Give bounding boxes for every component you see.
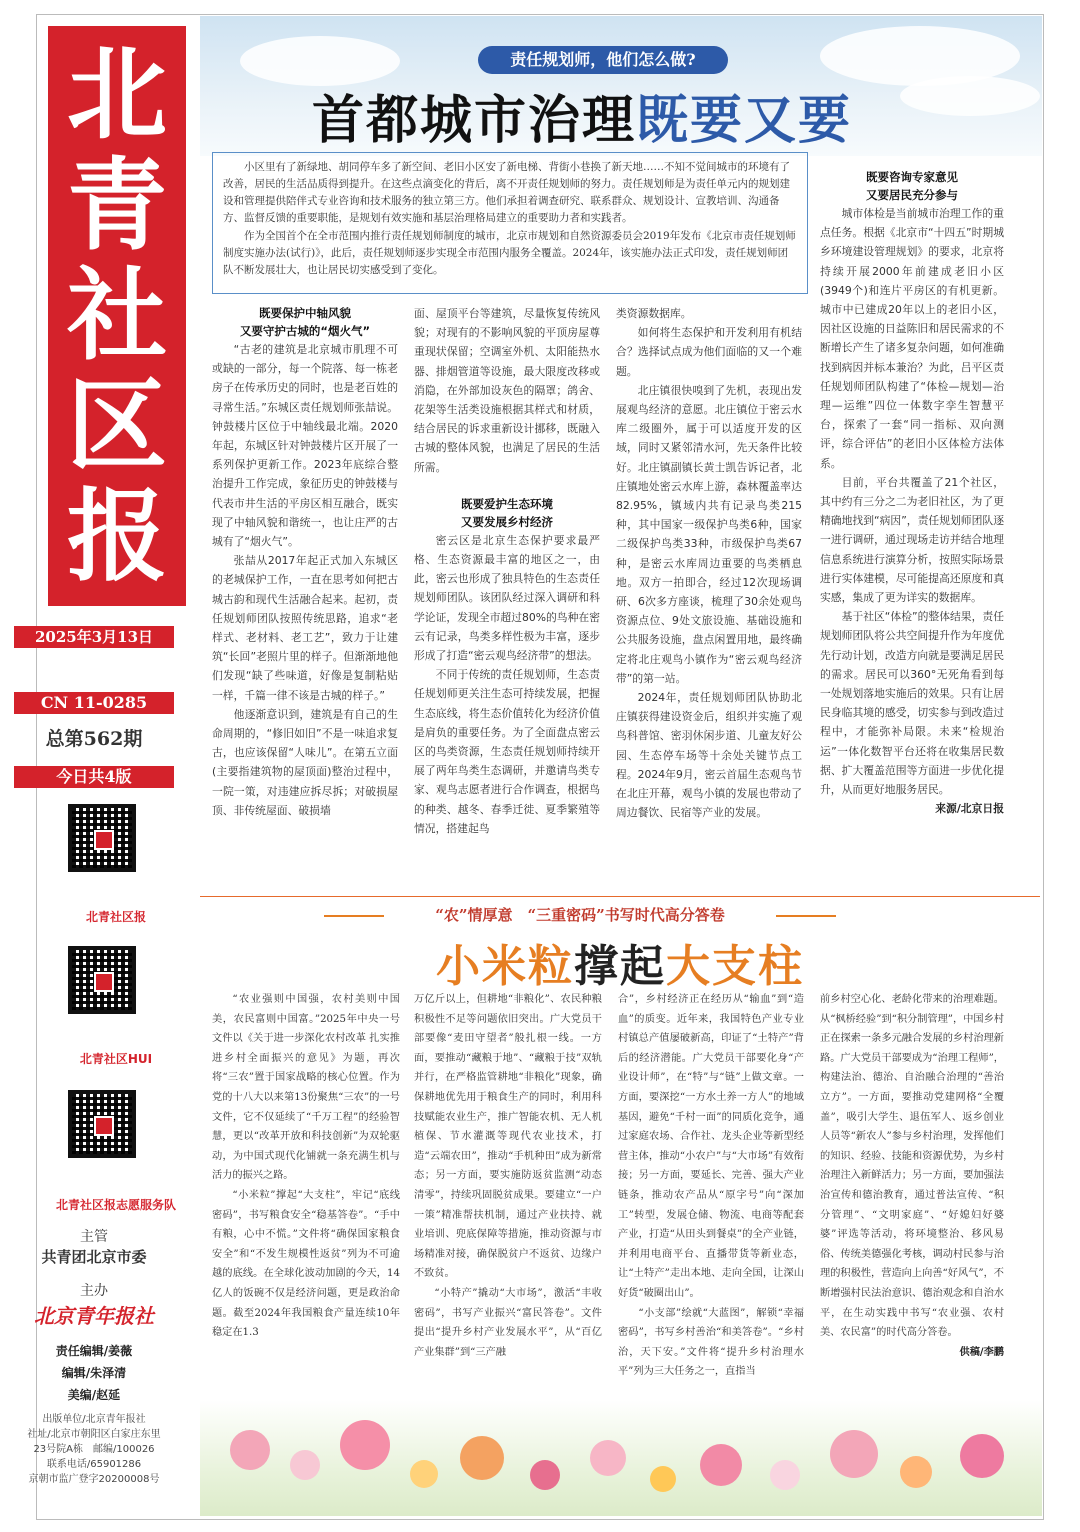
section-title: 又要守护古城的“烟火气” bbox=[239, 324, 371, 338]
host-publisher: 北京青年报社 bbox=[34, 1304, 154, 1328]
paragraph: 目前，平台共覆盖了21个社区，其中约有三分之二为老旧社区，为了更精确地找到“病因”，责任规划师团队逐一进行调研，通过现场走访并结合地理信息系统进行演算分析，按照实际场景进行实体建模，尽可能提高还原度和真实感，集成了更为详实的数据库。 bbox=[820, 475, 1004, 605]
masthead bbox=[48, 26, 186, 606]
article1-source: 来源/北京日报 bbox=[935, 802, 1004, 816]
section-title: 既要爱护生态环境 bbox=[461, 496, 553, 511]
paragraph: 合”，乡村经济正在经历从“输血”到“造血”的质变。近年来，我国特色产业专业村镇总产值屡破新高，印证了“土特产”背后的经济潜能。广大党员干部要化身“产业设计师”，在“特”与“链”上做文章。一方面，要深挖“一方水土养一方人”的地域基因，避免“千村一面”的同质化竞争，通过家庭农场、合作社、龙头企业等新型经营主体，推动“小农户”与“大市场”有效衔接；另一方面，要延长、完善、强大产业链条，推动农产品从“原字号”向“深加工”转型，发展仓储、物流、电商等配套产业，打造“从田头到餐桌”的全产业链，并利用电商平台、直播带货等新业态，让“土特产”走出本地、走向全国，让深山好货“破圈出山”。 bbox=[618, 994, 804, 1299]
paragraph: 密云区是北京生态保护要求最严格、生态资源最丰富的地区之一，由此，密云也形成了独具特色的生态责任规划师团队。该团队经过深入调研和科学论证，发现全市超过80%的鸟种在密云有记录，鸟类多样性极为丰富，逐步形成了打造“密云观鸟经济带”的想法。 bbox=[414, 533, 600, 663]
article2-headline bbox=[430, 930, 810, 994]
publisher-info-line: 联系电话/65901286 bbox=[46, 1459, 142, 1470]
masthead-char: 北 bbox=[67, 36, 167, 154]
sponsor: 共青团北京市委 bbox=[41, 1248, 147, 1266]
article1-column-4 bbox=[820, 168, 1004, 884]
qr-label: 北青社区HUI bbox=[79, 1052, 153, 1066]
paragraph: 面、屋顶平台等建筑，尽量恢复传统风貌；对现有的不影响风貌的平顶房屋尊重现状保留；空调室外机、太阳能热水器、排烟管道等设施，最大限度改移或消隐，在外部加设灰色的隔罩；鸽舍、花架等生活类设施根据其样式和材质，结合居民的诉求重新设计挪移，既融入古城的整体风貌，也满足了居民的生活所需。 bbox=[414, 307, 600, 474]
article1-column-3 bbox=[616, 304, 802, 888]
paragraph: 类资源数据库。 bbox=[616, 307, 692, 320]
paragraph: “农业强则中国强，农村美则中国美，农民富则中国富。”2025年中央一号文件以《关于进一步深化农村改革 扎实推进乡村全面振兴的意见》为题，再次将“三农”置于国家战略的核心位置。作为党的十八大以来第13份聚焦“三农”的一号文件，它不仅延续了“千万工程”的经验智慧，更以“改革开放和科技创新”为双轮驱动，为中国式现代化铺就一条充满生机与活力的振兴之路。 bbox=[212, 994, 400, 1182]
masthead-char: 区 bbox=[67, 367, 167, 485]
masthead-char: 报 bbox=[67, 477, 167, 595]
qr-label: 北青社区报志愿服务队 bbox=[55, 1198, 176, 1212]
cn-number: CN 11-0285 bbox=[14, 692, 174, 714]
paragraph: “小支部”绘就“大蓝图”，解锁“幸福密码”，书写乡村善治“和美答卷”。“乡村治，天下安。”文件将“提升乡村治理水平”列为三大任务之一，直指当 bbox=[618, 1307, 804, 1378]
staff-list bbox=[14, 1340, 174, 1406]
headline-part: 大支柱 bbox=[666, 941, 804, 992]
article2-byline: 供稿/李鹏 bbox=[959, 1345, 1004, 1358]
article1-column-1 bbox=[212, 304, 398, 888]
publisher-info bbox=[14, 1412, 174, 1487]
paragraph: 张喆从2017年起正式加入东城区的老城保护工作，一直在思考如何把古城古韵和现代生活融合起来。起初，责任规划师团队按照传统思路，追求“老样式、老材料、老工艺”，致力于让建筑“长回”老照片里的样子。但渐渐地他们发现“缺了些味道，好像是复制粘贴一样，千篇一律不该是古城的样子。” bbox=[212, 554, 398, 702]
paragraph: 2024年，责任规划师团队协助北庄镇获得建设资金后，组织并实施了观鸟科普馆、密羽休闲步道、儿童友好公园、生态停车场等十余处关键节点工程。2024年9月，密云首届生态观鸟节在北庄开幕，观鸟小镇的发展也带动了周边餐饮、民宿等产业的发展。 bbox=[616, 691, 802, 820]
article2-column-2 bbox=[414, 990, 602, 1386]
qr-code-icon[interactable] bbox=[68, 804, 136, 872]
paragraph: “小米粒”撑起“大支柱”，牢记“底线密码”，书写粮食安全“稳基答卷”。“手中有粮，心中不慌。”文件将“确保国家粮食安全”和“不发生规模性返贫”列为不可逾越的底线。在全球化波动加剧的今天，14亿人的饭碗不仅是经济问题，更是政治命题。截至2024年我国粮食产量连续10年稳定在1.3 bbox=[212, 1189, 400, 1339]
publisher-info-line: 京朝市监广登字20200008号 bbox=[28, 1474, 160, 1485]
publisher-info-line: 23号院A栋 邮编/100026 bbox=[33, 1444, 155, 1455]
section-divider bbox=[200, 896, 1040, 897]
headline-part: 首都城市治理 bbox=[312, 90, 637, 151]
paragraph: 他逐渐意识到，建筑是有自己的生命周期的，“修旧如旧”不是一味追求复古，也应该保留“人味儿”。在第五立面(主要指建筑物的屋顶面)整治过程中，一院一策，对违建应拆尽拆；对破损屋顶、非传统屋面、破损墙 bbox=[212, 707, 398, 817]
paragraph: 基于社区“体检”的整体结果，责任规划师团队将公共空间提升作为年度优先行动计划，改造方向就是要满足居民的需求。居民可以360°无死角看到每一处规划落地实施后的效果。只有让居民身临其境的感受，切实参与到改造过程中，才能弥补局限。未来“检规治运”一体化数智平台还将在收集居民数据、扩大覆盖范围等方面进一步优化提升，从而更好地服务居民。 bbox=[820, 610, 1004, 797]
page-count: 今日共4版 bbox=[14, 766, 174, 788]
paragraph: 前乡村空心化、老龄化带来的治理难题。从“枫桥经验”到“积分制管理”，中国乡村正在探索一条多元融合发展的乡村治理新路。广大党员干部要成为“治理工程师”，构建法治、德治、自治融合治理的“善治立方”。一方面，要推动党建网格“全覆盖”，吸引大学生、退伍军人、返乡创业人员等“新农人”参与乡村治理，发挥他们的知识、经验、技能和资源优势，为乡村治理注入新鲜活力；另一方面，要加强法治宣传和德治教育，通过普法宣传、“积分管理”、“文明家庭”、“好媳妇好婆婆”评选等活动，将环境整治、移风易俗、传统美德强化考核，调动村民参与治理的积极性，营造向上向善“好风气”，不断增强村民法治意识、德治观念和自治水平，在生动实践中书写“农业强、农村美、农民富”的时代高分答卷。 bbox=[820, 994, 1004, 1339]
sponsor-label: 主管 bbox=[80, 1229, 108, 1245]
paragraph: 城市体检是当前城市治理工作的重点任务。根据《北京市“十四五”时期城乡环境建设管理规划》的要求，北京将持续开展2000年前建成老旧小区(3949个)和连片平房区的有机更新。城市中已建成20年以上的老旧小区，因社区设施的日益陈旧和居民需求的不断增长产生了诸多复杂问题，如何准确找到病因并标本兼治？为此，吕平区责任规划师团队构建了“体检—规划—治理—运维”四位一体数字孪生智慧平台，探索了一套“同一指标、双向测评，综合评估”的老旧小区体检方法体系。 bbox=[820, 207, 1004, 470]
headline-part: 撑起 bbox=[574, 941, 666, 992]
paragraph: 不同于传统的责任规划师，生态责任规划师更关注生态可持续发展，把握生态底线，将生态价值转化为经济价值是肩负的重要任务。为了全面盘点密云区的鸟类资源，生态责任规划师持续开展了两年鸟类生态调研，并邀请鸟类专家、观鸟志愿者进行合作调查，根据鸟的种类、越冬、春季迁徙、夏季繁殖等情况，搭建起鸟 bbox=[414, 668, 600, 835]
qr-label: 北青社区报 bbox=[85, 910, 146, 924]
host-block bbox=[14, 1280, 174, 1329]
paragraph: “古老的建筑是北京城市肌理不可或缺的一部分，每一个院落、每一栋老房子在传承历史的同时，也是老百姓的寻常生活。”东城区责任规划师张喆说。钟鼓楼片区位于中轴线最北端。2020年起，东城区针对钟鼓楼片区开展了一系列保护更新工作。2023年底综合整治提升工作完成，象征历史的钟鼓楼与代表市井生活的平房区相互融合，既实现了中轴风貌和谐统一，也让庄严的古城有了“烟火气”。 bbox=[212, 343, 398, 549]
article1-intro bbox=[212, 152, 808, 294]
staff-item: 编辑/朱泽清 bbox=[61, 1366, 127, 1380]
article1-column-2 bbox=[414, 304, 600, 888]
headline-part: 小米粒 bbox=[436, 941, 574, 992]
article2-column-3 bbox=[618, 990, 804, 1386]
intro-paragraph: 作为全国首个在全市范围内推行责任规划师制度的城市，北京市规划和自然资源委员会2019年发布《北京市责任规划师制度实施办法(试行)》，此后，责任规划师逐步实现全市范围内服务全覆盖。2024年，该实施办法正式印发，责任规划师团队不断发展壮大，也让居民切实感受到了变化。 bbox=[223, 230, 796, 276]
section-title: 既要保护中轴风貌 bbox=[259, 306, 351, 320]
section-title: 又要居民充分参与 bbox=[866, 188, 958, 202]
article2-column-1 bbox=[212, 990, 400, 1386]
paragraph: “小特产”撬动“大市场”，激活“丰收密码”，书写产业振兴“富民答卷”。文件提出“提升乡村产业发展水平”，从“百亿产业集群”到“三产融 bbox=[414, 1287, 602, 1358]
paragraph: 如何将生态保护和开发利用有机结合？选择试点成为他们面临的又一个难题。 bbox=[616, 326, 802, 378]
section-title: 又要发展乡村经济 bbox=[461, 514, 553, 529]
publisher-info-line: 社址/北京市朝阳区白家庄东里 bbox=[27, 1429, 161, 1440]
masthead-char: 社 bbox=[67, 256, 167, 374]
host-label: 主办 bbox=[80, 1283, 108, 1299]
staff-item: 责任编辑/姜薇 bbox=[55, 1344, 133, 1358]
flower-decoration bbox=[200, 1340, 1042, 1516]
article2-kicker: “农”情厚意 “三重密码”书写时代高分答卷 bbox=[390, 904, 770, 926]
staff-item: 美编/赵延 bbox=[67, 1388, 121, 1402]
masthead-char: 青 bbox=[67, 146, 167, 264]
issue-date: 2025年3月13日 bbox=[14, 626, 174, 648]
paragraph: 万亿斤以上，但耕地“非粮化”、农民种粮积极性不足等问题依旧突出。广大党员干部要像“麦田守望者”般扎根一线。一方面，要推动“藏粮于地”、“藏粮于技”双轨并行，在严格监管耕地“非粮化”现象，确保耕地优先用于粮食生产的同时，利用科技赋能农业生产，推广智能农机、无人机植保、节水灌溉等现代农业技术，打造“云端农田”，推动“手机种田”成为新常态；另一方面，要实施防返贫监测“动态清零”，持续巩固脱贫成果。要建立“一户一策”精准帮扶机制，通过产业扶持、就业培训、兜底保障等措施，推动资源与市场精准对接，确保脱贫户不返贫、边缘户不致贫。 bbox=[414, 994, 602, 1280]
qr-code-icon[interactable] bbox=[68, 1090, 136, 1158]
sponsor-block bbox=[14, 1226, 174, 1267]
intro-paragraph: 小区里有了新绿地、胡同停车多了新空间、老旧小区安了新电梯、背街小巷换了新天地……不知不觉间城市的环境有了改善，居民的生活品质得到提升。在这些点滴变化的背后，离不开责任规划师的努力。责任规划师是为责任单元内的规划建设和管理提供陪伴式专业咨询和技术服务的独立第三方。他们承担着调查研究、联系群众、规划设计、宣教培训、沟通备方、监督反馈的重要职能，是规划有效实施和基层治理格局建立的重要助力者和实践者。 bbox=[223, 161, 790, 224]
paragraph: 北庄镇很快嗅到了先机，表现出发展观鸟经济的意愿。北庄镇位于密云水库二级圈外，属于可以适度开发的区域，同时又紧邻清水河，先天条件比较好。北庄镇副镇长黄士凯告诉记者，北庄镇地处密云水库上游，森林覆盖率达82.95%，镇域内共有记录鸟类215种，其中国家一级保护鸟类6种，国家二级保护鸟类33种，市级保护鸟类67种，是密云水库周边重要的鸟类栖息地。双方一拍即合，经过12次现场调研、6次多方座谈，梳理了30余处观鸟资源点位、9处文旅设施、基础设施和公共服务设施，盘点闲置用地，最终确定将北庄观鸟小镇作为“密云观鸟经济带”的第一站。 bbox=[616, 383, 802, 685]
article1-headline bbox=[312, 78, 932, 153]
publisher-info-line: 出版单位/北京青年报社 bbox=[42, 1414, 146, 1425]
article2-column-4 bbox=[820, 990, 1004, 1386]
qr-code-icon[interactable] bbox=[68, 946, 136, 1014]
section-title: 既要咨询专家意见 bbox=[866, 170, 958, 184]
headline-part: 既要又要 bbox=[636, 90, 853, 151]
article1-kicker: 责任规划师，他们怎么做? bbox=[478, 46, 728, 74]
issue-number: 总第562期 bbox=[45, 728, 143, 750]
